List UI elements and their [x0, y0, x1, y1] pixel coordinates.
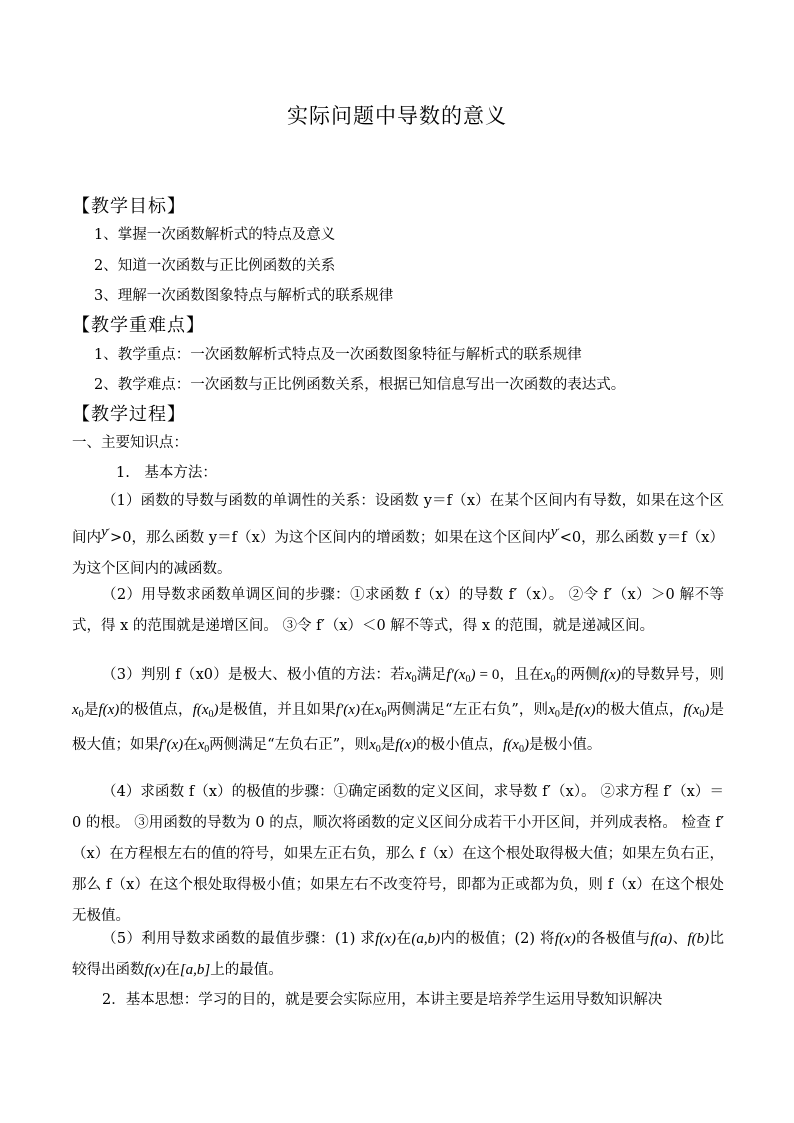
part-heading: 一、主要知识点： [72, 435, 188, 451]
method-heading: 1. 基本方法： [116, 465, 217, 481]
paragraph-max-min-steps: （5）利用导数求函数的最值步骤：(1) 求f(x)在(a,b)内的极值；(2) 将f(x)的各极值与f(a)、f(b)比较得出函数f(x)在[a,b]上的最值。 [72, 931, 725, 978]
keypoint-item: 2、教学难点：一次函数与正比例函数关系，根据已知信息写出一次函数的表达式。 [94, 377, 626, 393]
basic-idea-line: 2．基本思想：学习的目的，就是要会实际应用，本讲主要是培养学生运用导数知识解决 [102, 992, 663, 1008]
keypoint-item: 1、教学重点：一次函数解析式特点及一次函数图象特征与解析式的联系规律 [94, 347, 582, 363]
paragraph-extremum-steps: （4）求函数 f（x）的极值的步骤：①确定函数的定义区间，求导数 f′（x）。 ②求方程 f′（x）＝0 的根。 ③用函数的导数为 0 的点，顺次将函数的定义区间分成若干小开区间，并列成表格。 检查 f′（x）在方程根左右的值的符号，如果左正右负，那么 f（x）在这个根处取得极大值；如果左负右正，那么 f（x）在这个根处取得极小值；如果左右不改变符号，即都为正或都为负，则 f（x）在这个根处无极值。 [72, 784, 724, 924]
page-title: 实际问题中导数的意义 [287, 104, 507, 128]
goal-item: 2、知道一次函数与正比例函数的关系 [94, 258, 336, 274]
section-heading-goals: 【教学目标】 [72, 196, 186, 217]
paragraph-monotonicity: （1）函数的导数与函数的单调性的关系：设函数 y＝f（x）在某个区间内有导数，如果在这个区间内$^{y'}$>0，那么函数 y＝f（x）为这个区间内的增函数；如果在这个区间内$^{y'}$<0，那么函数 y＝f（x）为这个区间内的减函数。 [72, 493, 724, 577]
paragraph-monotonic-steps: （2）用导数求函数单调区间的步骤：①求函数 f（x）的导数 f′（x）。 ②令 f′（x）＞0 解不等式，得 x 的范围就是递增区间。 ③令 f′（x）＜0 解不等式，得 x 的范围，就是递减区间。 [72, 587, 724, 634]
section-heading-process: 【教学过程】 [72, 404, 186, 425]
section-heading-keypoints: 【教学重难点】 [72, 315, 205, 336]
goal-item: 1、掌握一次函数解析式的特点及意义 [94, 227, 336, 243]
goal-item: 3、理解一次函数图象特点与解析式的联系规律 [94, 288, 394, 304]
paragraph-extremum-method: （3）判别 f（x0）是极大、极小值的方法：若$x_0$满足$f'(x_0) = 0$，且在$x_0$的两侧f(x)的导数异号，则$x_0$是f(x)的极值点，$f(x_0)$是极值，并且如果f′(x)在$x_0$两侧满足“左正右负”，则$x_0$是f(x)的极大值点，$f(x_0)$是极大值；如果f′(x)在$x_0$两侧满足“左负右正”，则$x_0$是f(x)的极小值点，$f(x_0)$是极小值。 [72, 667, 725, 755]
